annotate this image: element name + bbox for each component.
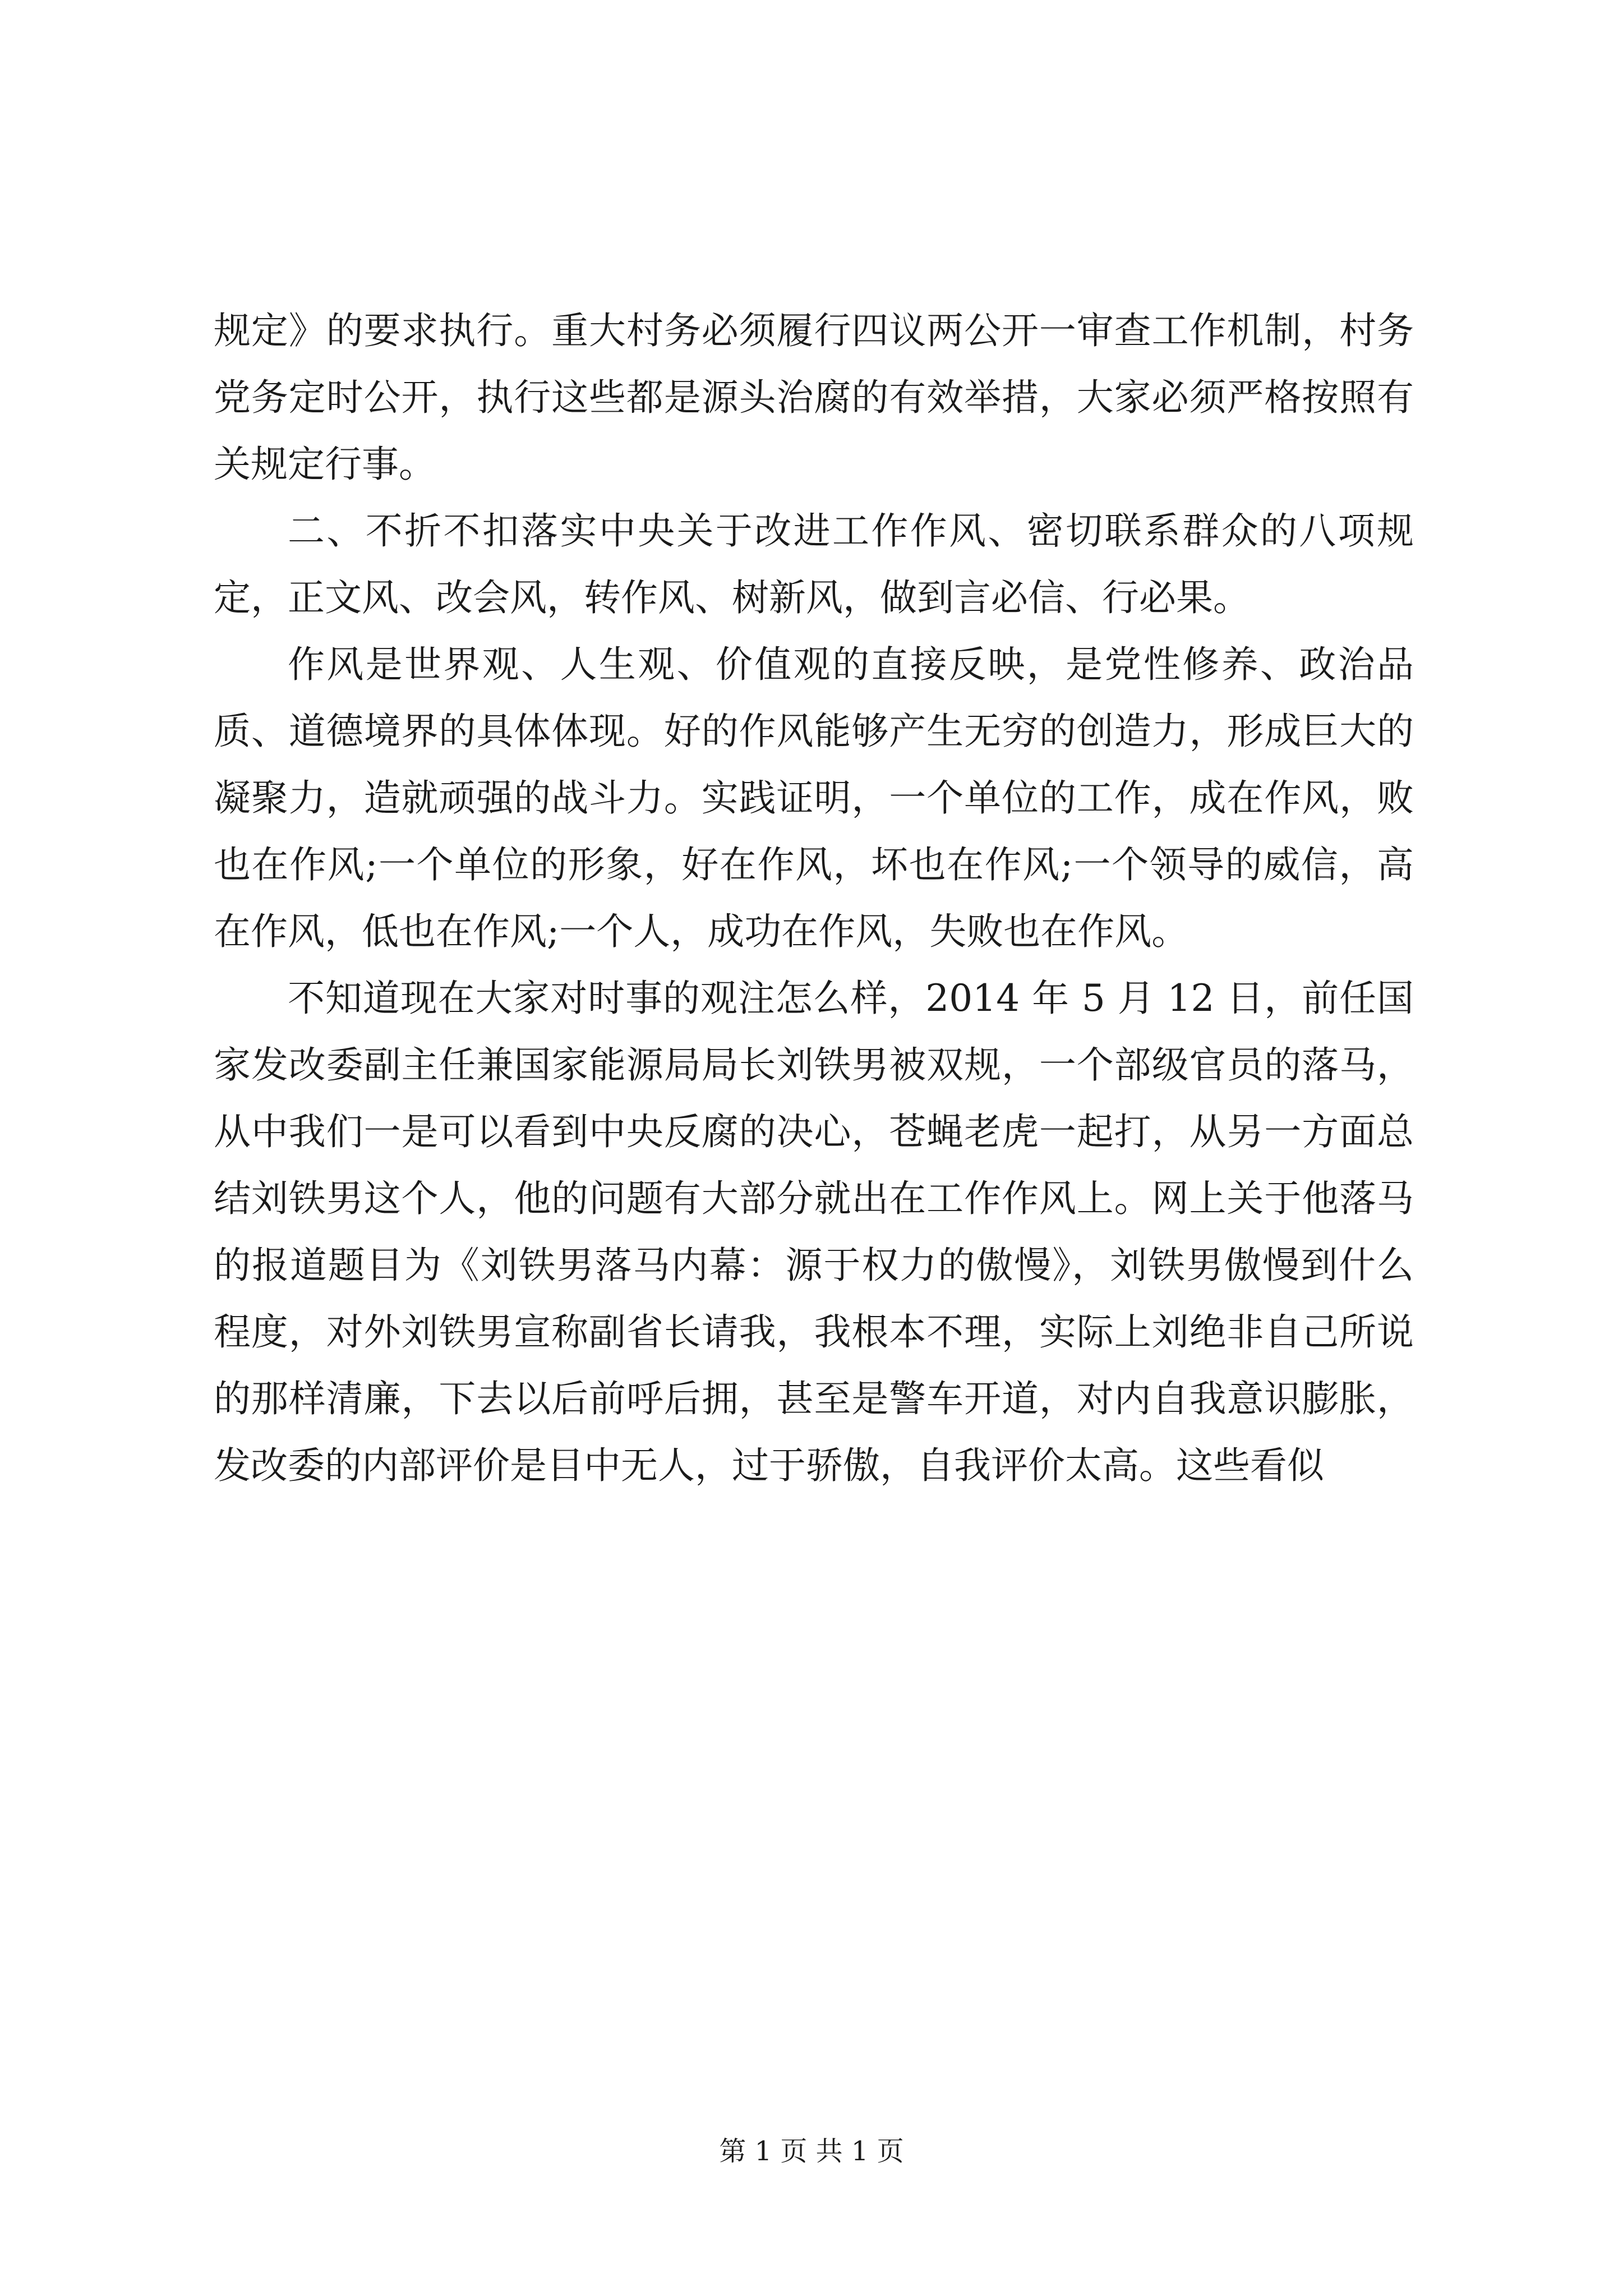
- paragraph-continuation: 规定》的要求执行。重大村务必须履行四议两公开一审查工作机制，村务党务定时公开，执行这些都是源头治腐的有效举措，大家必须严格按照有关规定行事。: [214, 309, 1414, 486]
- page-number-footer: 第 1 页 共 1 页: [719, 2136, 904, 2167]
- paragraph-section-heading: 二、不折不扣落实中央关于改进工作作风、密切联系群众的八项规定，正文风、改会风，转作风、树新风，做到言必信、行必果。: [214, 509, 1414, 619]
- paragraph-case-example: 不知道现在大家对时事的观注怎么样，2014 年 5 月 12 日，前任国家发改委副主任兼国家能源局局长刘铁男被双规，一个部级官员的落马，从中我们一是可以看到中央反腐的决心，苍蝇老虎一起打，从另一方面总结刘铁男这个人，他的问题有大部分就出在工作作风上。网上关于他落马的报道题目为《刘铁男落马内幕：源于权力的傲慢》，刘铁男傲慢到什么程度，对外刘铁男宣称副省长请我，我根本不理，实际上刘绝非自己所说的那样清廉，下去以后前呼后拥，甚至是警车开道，对内自我意识膨胀，发改委的内部评价是目中无人，过于骄傲，自我评价太高。这些看似: [214, 977, 1414, 1487]
- paragraph-work-style: 作风是世界观、人生观、价值观的直接反映，是党性修养、政治品质、道德境界的具体体现。好的作风能够产生无穷的创造力，形成巨大的凝聚力，造就顽强的战斗力。实践证明，一个单位的工作，成在作风，败也在作风;一个单位的形象，好在作风，坏也在作风;一个领导的威信，高在作风，低也在作风;一个人，成功在作风，失败也在作风。: [214, 643, 1414, 953]
- document-body: [214, 297, 1414, 1499]
